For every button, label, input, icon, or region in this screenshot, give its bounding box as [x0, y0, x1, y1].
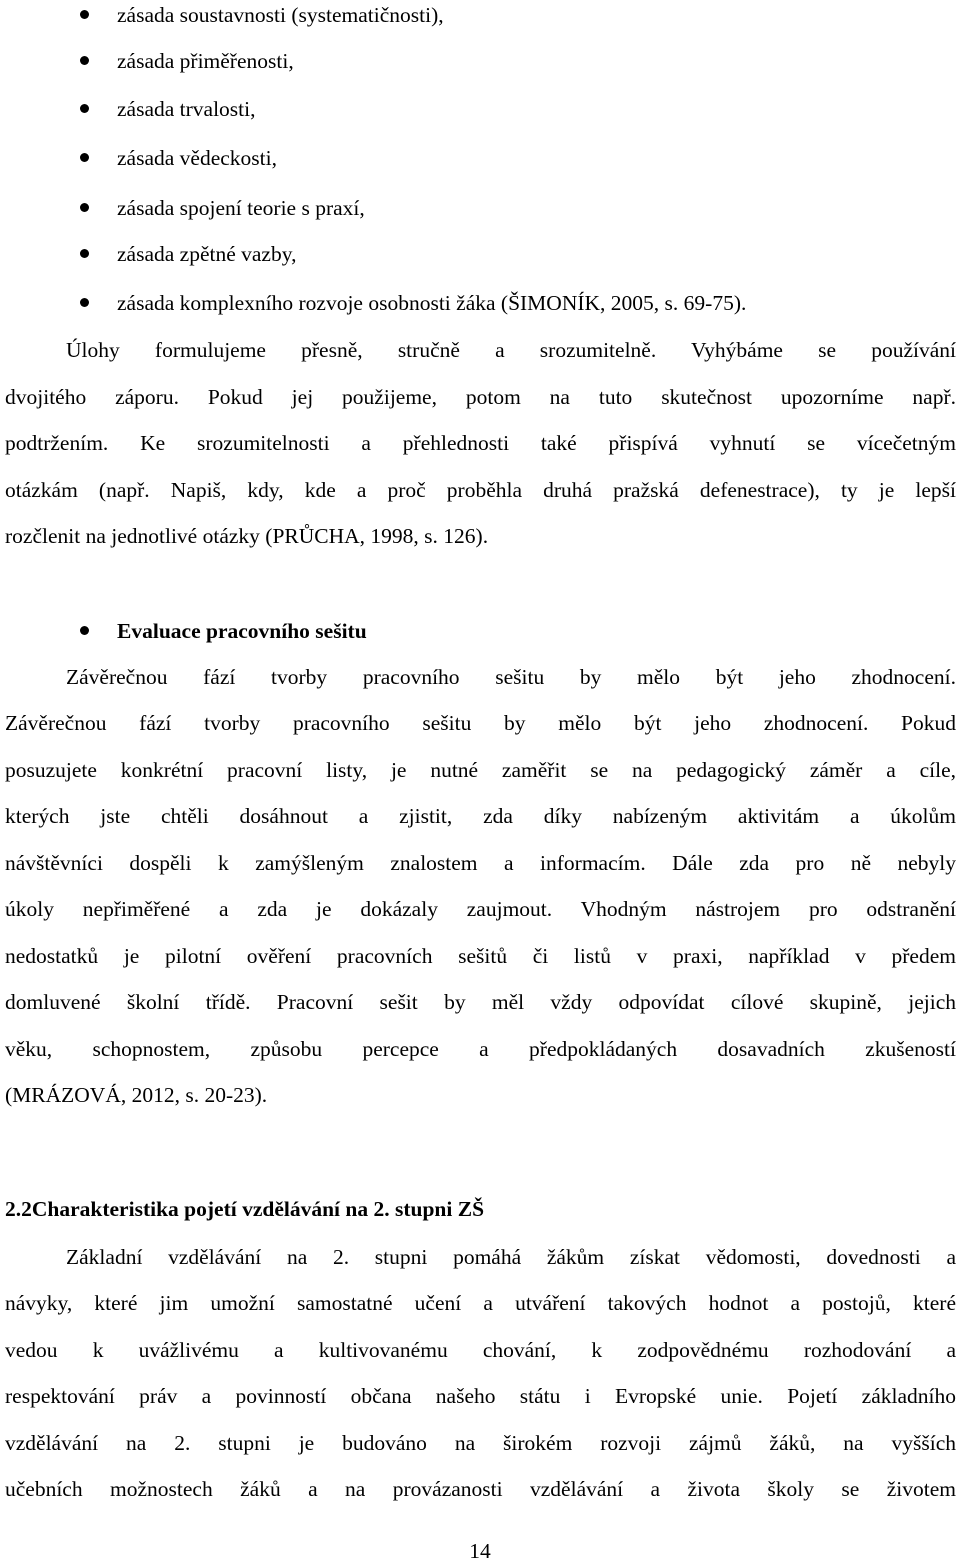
paragraph-line: otázkám (např. Napiš, kdy, kde a proč proběhla druhá pražská defenestrace), ty je lepší	[5, 478, 956, 502]
bullet-icon	[80, 153, 89, 162]
paragraph-line: Závěrečnou fází tvorby pracovního sešitu by mělo být jeho zhodnocení.	[66, 665, 956, 689]
paragraph-line: kterých jste chtěli dosáhnout a zjistit, zda díky nabízeným aktivitám a úkolům	[5, 804, 956, 828]
bullet-icon	[80, 203, 89, 212]
paragraph-line: (MRÁZOVÁ, 2012, s. 20-23).	[5, 1083, 268, 1107]
list-item: zásada soustavnosti (systematičnosti),	[0, 1, 960, 29]
list-item: zásada komplexního rozvoje osobnosti žáka (ŠIMONÍK, 2005, s. 69-75).	[0, 289, 960, 317]
list-item: zásada vědeckosti,	[0, 144, 960, 172]
bullet-icon	[80, 249, 89, 258]
paragraph-line: domluvené školní třídě. Pracovní sešit by měl vždy odpovídat cílové skupině, jejich	[5, 990, 956, 1014]
paragraph-line: Závěrečnou fází tvorby pracovního sešitu by mělo být jeho zhodnocení. Pokud	[5, 711, 956, 735]
paragraph-line: Úlohy formulujeme přesně, stručně a srozumitelně. Vyhýbáme se používání	[66, 338, 956, 362]
bullet-icon	[80, 56, 89, 65]
paragraph-line: vzdělávání na 2. stupni je budováno na širokém rozvoji zájmů žáků, na vyšších	[5, 1431, 956, 1455]
paragraph-line: Základní vzdělávání na 2. stupni pomáhá žákům získat vědomosti, dovednosti a	[66, 1245, 956, 1269]
bullet-icon	[80, 626, 89, 635]
bullet-icon	[80, 10, 89, 19]
paragraph-line: úkoly nepřiměřené a zda je dokázaly zaujmout. Vhodným nástrojem pro odstranění	[5, 897, 956, 921]
paragraph-line: návštěvníci dospěli k zamýšleným znalostem a informacím. Dále zda pro ně nebyly	[5, 851, 956, 875]
bullet-icon	[80, 104, 89, 113]
paragraph-line: rozčlenit na jednotlivé otázky (PRŮCHA, 1998, s. 126).	[5, 524, 489, 548]
paragraph-line: vedou k uvážlivému a kultivovanému chování, k zodpovědnému rozhodování a	[5, 1338, 956, 1362]
page-number: 14	[469, 1539, 491, 1563]
paragraph-line: učebních možnostech žáků a na provázanosti vzdělávání a života školy se životem	[5, 1477, 956, 1501]
bullet-icon	[80, 298, 89, 307]
list-item: zásada zpětné vazby,	[0, 240, 960, 268]
paragraph-line: respektování práv a povinností občana našeho státu i Evropské unie. Pojetí základního	[5, 1384, 956, 1408]
paragraph-line: návyky, které jim umožní samostatné učení a utváření takových hodnot a postojů, které	[5, 1291, 956, 1315]
list-item: zásada spojení teorie s praxí,	[0, 194, 960, 222]
paragraph-line: podtržením. Ke srozumitelnosti a přehlednosti také přispívá vyhnutí se vícečetným	[5, 431, 956, 455]
paragraph-line: věku, schopnostem, způsobu percepce a předpokládaných dosavadních zkušeností	[5, 1037, 956, 1061]
list-item: zásada trvalosti,	[0, 95, 960, 123]
list-item: zásada přiměřenosti,	[0, 47, 960, 75]
section-bullet: Evaluace pracovního sešitu	[0, 617, 960, 645]
section-heading: 2.2Charakteristika pojetí vzdělávání na 2. stupni ZŠ	[5, 1197, 485, 1221]
paragraph-line: dvojitého záporu. Pokud jej použijeme, potom na tuto skutečnost upozorníme např.	[5, 385, 956, 409]
paragraph-line: posuzujete konkrétní pracovní listy, je nutné zaměřit se na pedagogický záměr a cíle,	[5, 758, 956, 782]
paragraph-line: nedostatků je pilotní ověření pracovních sešitů či listů v praxi, například v předem	[5, 944, 956, 968]
